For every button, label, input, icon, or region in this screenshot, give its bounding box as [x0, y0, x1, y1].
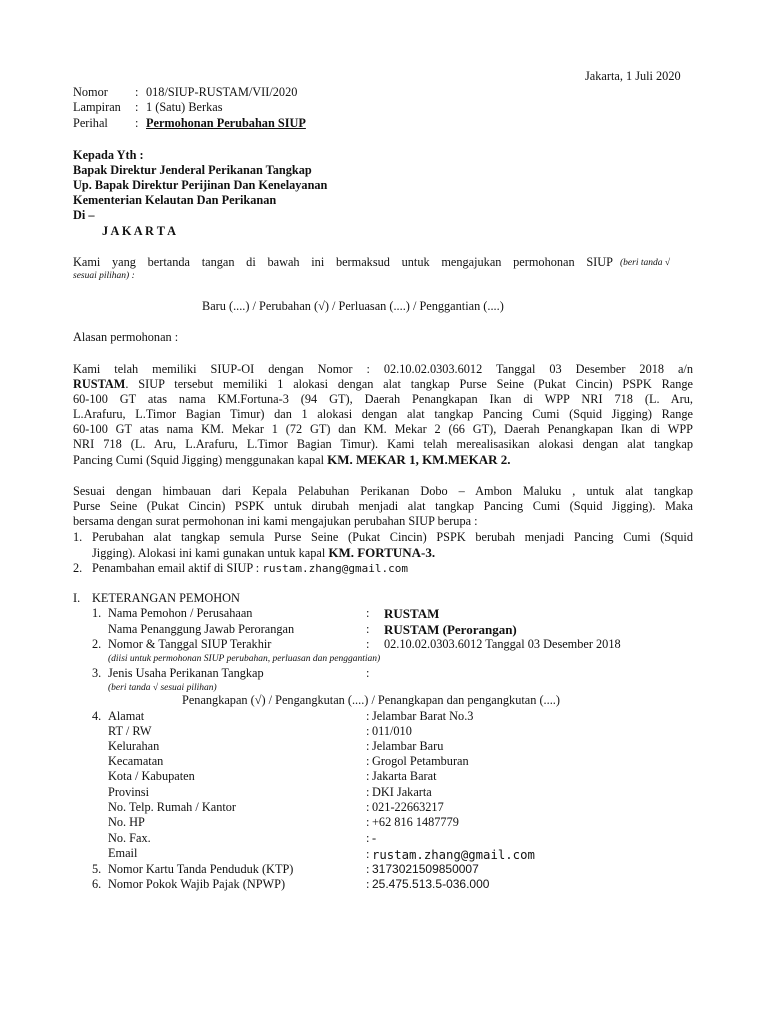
para1-line2: [73, 377, 693, 393]
perihal-label: Perihal: [73, 116, 108, 130]
para1-line4: L.Arafuru, L.Timor Bagian Timur) dan 1 alokasi dengan alat tangkap Pancing Cumi (Squid Jigging) Range: [73, 407, 693, 421]
telp-value: 021-22663217: [372, 800, 444, 814]
letter-date: Jakarta, 1 Juli 2020: [585, 69, 681, 83]
r2-number: 2.: [92, 637, 102, 651]
para1-vessels: KM. MEKAR 1, KM.MEKAR 2.: [327, 452, 511, 467]
kel-label: Kelurahan: [108, 739, 160, 753]
r1-label: Nama Pemohon / Perusahaan: [108, 606, 253, 620]
hp-value: +62 816 1487779: [372, 815, 459, 829]
lampiran-label: Lampiran: [73, 100, 121, 114]
fax-value: -: [372, 831, 377, 845]
hp-colon: :: [366, 815, 370, 829]
item1-line1: Perubahan alat tangkap semula Purse Seine (Pukat Cincin) PSPK berubah menjadi Pancing Cumi (Squid: [92, 530, 693, 544]
lampiran-colon: :: [135, 100, 139, 114]
intro-line1: Kami yang bertanda tangan di bawah ini bermaksud untuk mengajukan permohonan SIUP: [73, 255, 613, 269]
nomor-value: 018/SIUP-RUSTAM/VII/2020: [146, 85, 298, 99]
fax-label: No. Fax.: [108, 831, 151, 845]
r1b-value: RUSTAM (Perorangan): [384, 622, 517, 637]
addressee-line2: Bapak Direktur Jenderal Perikanan Tangkap: [73, 163, 312, 177]
r1-colon: :: [366, 606, 370, 620]
para2-line2: Purse Seine (Pukat Cincin) PSPK untuk dirubah menjadi alat tangkap Pancing Cumi (Squid Jigging). Maka: [73, 499, 693, 513]
r3-note: (beri tanda √ sesuai pilihan): [108, 683, 217, 693]
r3-colon: :: [366, 666, 370, 680]
email-value: rustam.zhang@gmail.com: [372, 848, 535, 862]
item2-email: rustam.zhang@gmail.com: [262, 562, 409, 575]
para1-line7-text: Pancing Cumi (Squid Jigging) menggunakan kapal: [73, 453, 328, 467]
r2-note: (diisi untuk permohonan SIUP perubahan, perluasan dan penggantian): [108, 654, 381, 664]
para1-line1: Kami telah memiliki SIUP-OI dengan Nomor : 02.10.02.0303.6012 Tanggal 03 Desember 2018 a/n: [73, 362, 693, 376]
nomor-colon: :: [135, 85, 139, 99]
hp-label: No. HP: [108, 815, 145, 829]
r1b-colon: :: [366, 622, 370, 636]
para1-line2-rest: . SIUP tersebut memiliki 1 alokasi dengan alat tangkap Purse Seine (Pukat Cincin) PSPK Range: [125, 377, 693, 391]
kota-colon: :: [366, 769, 370, 783]
kota-value: Jakarta Barat: [372, 769, 437, 783]
kec-colon: :: [366, 754, 370, 768]
r4-colon: :: [366, 709, 370, 723]
telp-colon: :: [366, 800, 370, 814]
kec-label: Kecamatan: [108, 754, 164, 768]
rtrw-label: RT / RW: [108, 724, 152, 738]
r5-label: Nomor Kartu Tanda Penduduk (KTP): [108, 862, 294, 876]
item2-line: [92, 561, 408, 577]
kota-label: Kota / Kabupaten: [108, 769, 195, 783]
nomor-label: Nomor: [73, 85, 108, 99]
section-roman: I.: [73, 591, 81, 605]
rtrw-value: 011/010: [372, 724, 412, 738]
para2-line1: Sesuai dengan himbauan dari Kepala Pelabuhan Perikanan Dobo – Ambon Maluku , untuk alat tangkap: [73, 484, 693, 498]
r1-value: RUSTAM: [384, 606, 440, 621]
addressee-city: J A K A R T A: [102, 224, 177, 238]
email-label: Email: [108, 846, 138, 860]
r6-colon: :: [366, 877, 370, 891]
r1-number: 1.: [92, 606, 102, 620]
intro-note2: sesuai pilihan) :: [73, 271, 135, 281]
perihal-colon: :: [135, 116, 139, 130]
email-colon: :: [366, 847, 370, 861]
item1-number: 1.: [73, 530, 83, 544]
para1-line3: 60-100 GT atas nama KM.Fortuna-3 (94 GT), Daerah Penangkapan Ikan di WPP NRI 718 (L. Aru,: [73, 392, 693, 406]
addressee-line5: Di –: [73, 208, 95, 222]
kel-value: Jelambar Baru: [372, 739, 444, 753]
item2-number: 2.: [73, 561, 83, 575]
r2-value: 02.10.02.0303.6012 Tanggal 03 Desember 2018: [384, 637, 621, 651]
item1-line2: [92, 545, 435, 562]
r2-colon: :: [366, 637, 370, 651]
options-line: Baru (....) / Perubahan (√) / Perluasan (....) / Penggantian (....): [202, 299, 504, 313]
addressee-line3: Up. Bapak Direktur Perijinan Dan Kenelayanan: [73, 178, 328, 192]
para1-owner: RUSTAM: [73, 377, 126, 391]
lampiran-value: 1 (Satu) Berkas: [146, 100, 223, 114]
r3-options: Penangkapan (√) / Pengangkutan (....) / Penangkapan dan pengangkutan (....): [182, 693, 560, 707]
r6-value: 25.475.513.5-036.000: [372, 877, 490, 891]
r6-number: 6.: [92, 877, 102, 891]
intro-note1: (beri tanda √: [620, 258, 671, 268]
r5-number: 5.: [92, 862, 102, 876]
reason-label: Alasan permohonan :: [73, 330, 179, 344]
item1-line2-text: Jigging). Alokasi ini kami gunakan untuk kapal: [92, 546, 329, 560]
para1-line5: 60-100 GT atas nama KM. Mekar 1 (72 GT) dan KM. Mekar 2 (66 GT), Daerah Penangkapan Ikan di WPP: [73, 422, 693, 436]
kel-colon: :: [366, 739, 370, 753]
para2-line3: bersama dengan surat permohonan ini kami mengajukan perubahan SIUP berupa :: [73, 514, 478, 528]
addressee-line4: Kementerian Kelautan Dan Perikanan: [73, 193, 277, 207]
para1-line7: [73, 452, 511, 469]
r3-number: 3.: [92, 666, 102, 680]
item1-vessel: KM. FORTUNA-3.: [328, 545, 436, 560]
r5-colon: :: [366, 862, 370, 876]
prov-label: Provinsi: [108, 785, 149, 799]
prov-colon: :: [366, 785, 370, 799]
r4-number: 4.: [92, 709, 102, 723]
rtrw-colon: :: [366, 724, 370, 738]
r2-label: Nomor & Tanggal SIUP Terakhir: [108, 637, 272, 651]
item2-text: Penambahan email aktif di SIUP :: [92, 561, 263, 575]
perihal-value: Permohonan Perubahan SIUP: [146, 116, 306, 130]
r1b-label: Nama Penanggung Jawab Perorangan: [108, 622, 295, 636]
para1-line6: NRI 718 (L. Aru, L.Arafuru, L.Timor Bagian Timur). Kami telah merealisasikan alokasi dengan alat tangkap: [73, 437, 693, 451]
r3-label: Jenis Usaha Perikanan Tangkap: [108, 666, 264, 680]
addressee-line1: Kepada Yth :: [73, 148, 144, 162]
prov-value: DKI Jakarta: [372, 785, 432, 799]
r5-value: 3173021509850007: [372, 862, 479, 876]
section-title: KETERANGAN PEMOHON: [92, 591, 240, 605]
r4-label: Alamat: [108, 709, 145, 723]
kec-value: Grogol Petamburan: [372, 754, 469, 768]
telp-label: No. Telp. Rumah / Kantor: [108, 800, 237, 814]
fax-colon: :: [366, 831, 370, 845]
r6-label: Nomor Pokok Wajib Pajak (NPWP): [108, 877, 286, 891]
r4-value: Jelambar Barat No.3: [372, 709, 474, 723]
